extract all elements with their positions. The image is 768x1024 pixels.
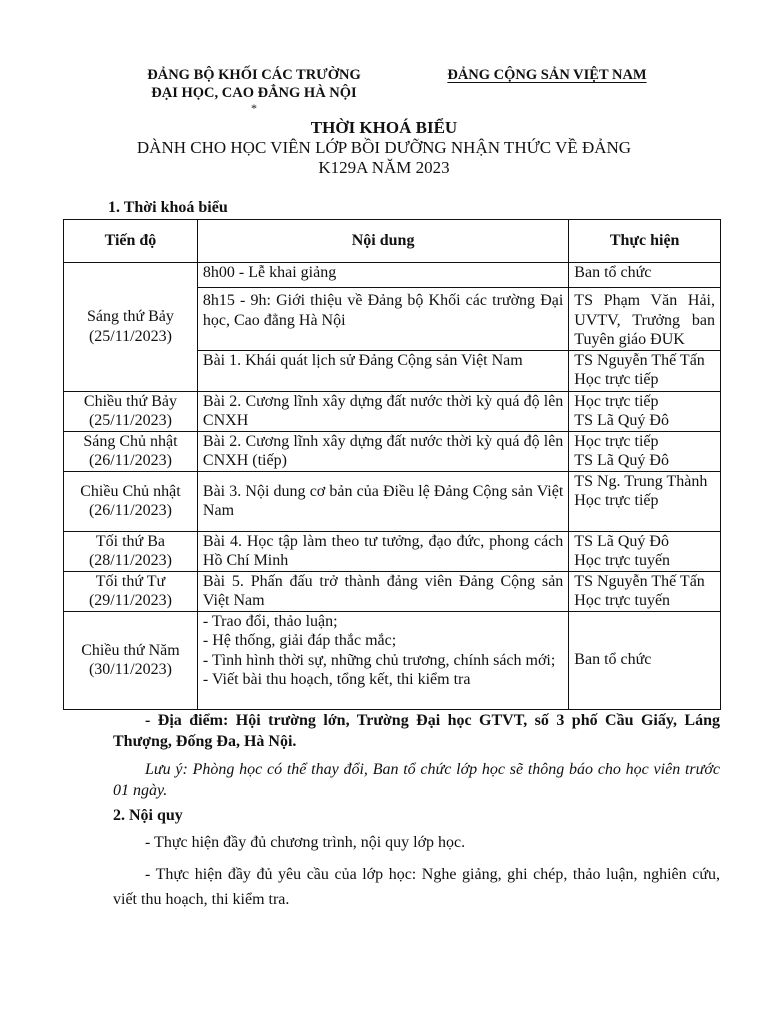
time-date: (28/11/2023) [88,552,172,569]
content-line: - Viết bài thu hoạch, tổng kết, thi kiểm tra [202,671,471,688]
note-paragraph: Lưu ý: Phòng học có thể thay đổi, Ban tổ chức lớp học sẽ thông báo cho học viên trước 01 ngày. [113,761,720,799]
performer-line: TS Nguyễn Thế Tấn [574,351,705,369]
performer-line: Ban tổ chức [574,651,652,669]
time-date: (30/11/2023) [88,661,172,678]
performer-cell [569,531,721,571]
performer-line: Học trực tiếp [574,492,659,509]
performer-cell [569,350,721,391]
performer-cell [569,431,721,471]
performer-cell [569,391,721,431]
time-cell [64,531,198,571]
performer-cell [569,571,721,611]
title-line-2: DÀNH CHO HỌC VIÊN LỚP BỒI DƯỠNG NHẬN THỨC VỀ ĐẢNG [136,138,632,157]
table-row [64,571,721,611]
performer-line: Học trực tiếp [574,371,659,388]
document-title [0,118,768,178]
table-row [64,391,721,431]
table-header-row [64,220,721,263]
time-cell [64,571,198,611]
time-day: Tối thứ Tư [95,572,166,590]
time-day: Sáng Chủ nhật [83,432,178,450]
performer-line: Học trực tiếp [574,432,659,450]
time-date: (26/11/2023) [88,502,172,519]
content-line: - Tình hình thời sự, những chủ trương, chính sách mới; [202,651,556,669]
time-cell [64,391,198,431]
time-day: Chiều Chủ nhật [80,482,181,500]
section-1-heading: 1. Thời khoá biểu [108,199,228,216]
time-date: (25/11/2023) [88,412,172,429]
time-cell [64,431,198,471]
rule-item: - Thực hiện đầy đủ chương trình, nội quy lớp học. [145,834,466,851]
performer-line: TS Nguyễn Thế Tấn [574,572,705,590]
content-cell: Bài 5. Phấn đấu trở thành đảng viên Đảng Cộng sản Việt Nam [197,571,568,611]
location-paragraph: - Địa điểm: Hội trường lớn, Trường Đại học GTVT, số 3 phố Cầu Giấy, Láng Thượng, Đống Đa, Hà Nội. [113,712,720,750]
party-name: ĐẢNG CỘNG SẢN VIỆT NAM [447,67,647,83]
time-date: (26/11/2023) [88,452,172,469]
time-day: Sáng thứ Bảy [87,308,174,326]
time-day: Chiều thứ Bảy [83,392,177,410]
content-cell: Bài 4. Học tập làm theo tư tưởng, đạo đức, phong cách Hồ Chí Minh [197,531,568,571]
content-line: - Trao đổi, thảo luận; [202,612,338,630]
performer-cell [569,611,721,709]
performer-line: TS Lã Quý Đô [574,452,669,469]
table-row [64,611,721,709]
time-date: (29/11/2023) [88,592,172,609]
table-row [64,471,721,531]
performer-line: TS Lã Quý Đô [574,532,669,550]
time-day: Chiều thứ Năm [81,641,180,659]
content-line: - Hệ thống, giải đáp thắc mắc; [202,632,397,649]
issuer-line-2: ĐẠI HỌC, CAO ĐẲNG HÀ NỘI [151,85,357,101]
performer-line: TS Lã Quý Đô [574,412,669,429]
performer-cell [569,263,721,288]
content-cell: Bài 2. Cương lĩnh xây dựng đất nước thời kỳ quá độ lên CNXH [197,391,568,431]
title-line-1: THỜI KHOÁ BIỂU [310,118,458,137]
performer-line: Học trực tuyến [574,592,671,609]
issuer-line-1: ĐẢNG BỘ KHỐI CÁC TRƯỜNG [147,67,361,83]
rule-item: - Thực hiện đầy đủ yêu cầu của lớp học: Nghe giảng, ghi chép, thảo luận, nghiên cứu, viết thu hoạch, thi kiểm tra. [113,866,720,908]
time-day: Tối thứ Ba [95,532,165,550]
content-cell: Bài 2. Cương lĩnh xây dựng đất nước thời kỳ quá độ lên CNXH (tiếp) [197,431,568,471]
content-cell: 8h00 - Lễ khai giảng [197,263,568,288]
header-content: Nội dung [197,220,568,263]
header-progress: Tiến độ [64,220,198,263]
content-cell [197,611,568,709]
content-cell: Bài 1. Khái quát lịch sử Đảng Cộng sản Việt Nam [197,350,568,391]
party-header [436,66,658,84]
table-row [64,263,721,288]
content-cell: Bài 3. Nội dung cơ bản của Điều lệ Đảng Cộng sản Việt Nam [197,471,568,531]
performer-line: TS Phạm Văn Hải, UVTV, Trưởng ban Tuyên giáo ĐUK [574,292,715,348]
issuer-header [120,66,388,113]
performer-line: TS Ng. Trung Thành [574,472,708,490]
performer-cell [569,288,721,351]
time-date: (25/11/2023) [88,327,172,345]
time-cell [64,263,198,392]
section-2-heading: 2. Nội quy [113,807,183,824]
issuer-mark: * [251,101,257,115]
performer-cell [569,471,721,531]
performer-line: Ban tổ chức [574,264,652,281]
performer-line: Học trực tiếp [574,392,659,410]
header-performer: Thực hiện [569,220,721,263]
title-line-3: K129A NĂM 2023 [318,158,450,177]
schedule-table [63,219,721,710]
content-cell: 8h15 - 9h: Giới thiệu về Đảng bộ Khối các trường Đại học, Cao đẳng Hà Nội [197,288,568,351]
table-row [64,531,721,571]
performer-line: Học trực tuyến [574,552,671,569]
table-row [64,431,721,471]
time-cell [64,471,198,531]
time-cell [64,611,198,709]
